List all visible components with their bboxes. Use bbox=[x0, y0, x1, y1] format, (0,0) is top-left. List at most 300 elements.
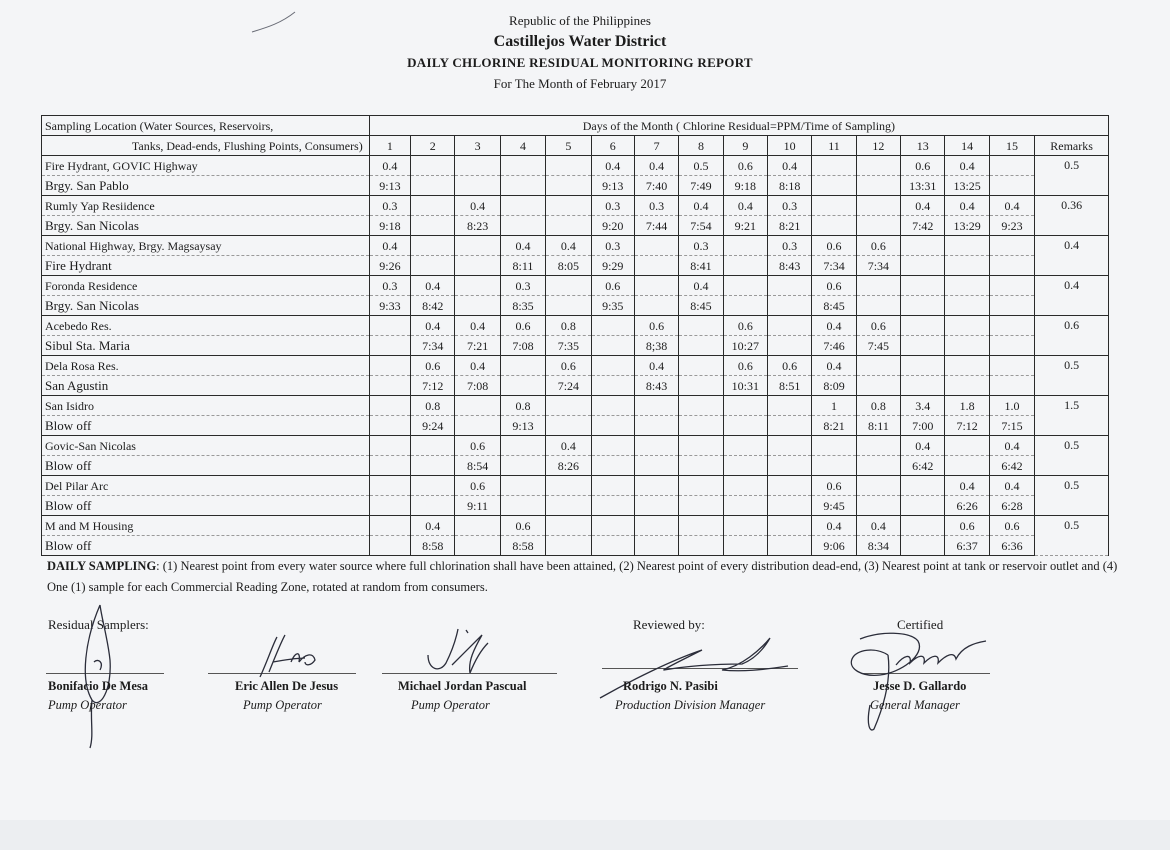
ppm-cell bbox=[411, 156, 455, 176]
ppm-cell bbox=[679, 436, 723, 456]
ppm-cell: 0.4 bbox=[812, 316, 856, 336]
time-cell bbox=[768, 496, 812, 516]
reviewer-name: Rodrigo N. Pasibi bbox=[623, 679, 718, 693]
certified-label: Certified bbox=[897, 617, 944, 632]
ppm-cell: 0.4 bbox=[634, 356, 678, 376]
time-cell bbox=[901, 256, 945, 276]
time-cell: 8:51 bbox=[768, 376, 812, 396]
ppm-cell bbox=[591, 356, 634, 376]
time-cell: 8:54 bbox=[455, 456, 500, 476]
ppm-cell: 0.6 bbox=[455, 436, 500, 456]
time-cell bbox=[591, 496, 634, 516]
time-cell bbox=[812, 176, 856, 196]
time-cell bbox=[411, 176, 455, 196]
location-detail: Blow off bbox=[42, 496, 370, 516]
time-cell bbox=[679, 336, 723, 356]
ppm-cell bbox=[634, 476, 678, 496]
time-cell: 10:27 bbox=[723, 336, 767, 356]
ppm-cell bbox=[546, 276, 591, 296]
ppm-cell bbox=[768, 276, 812, 296]
time-cell: 8:45 bbox=[812, 296, 856, 316]
ppm-cell: 0.8 bbox=[856, 396, 900, 416]
time-cell bbox=[723, 416, 767, 436]
ppm-cell bbox=[856, 356, 900, 376]
time-cell: 13:29 bbox=[945, 216, 989, 236]
ppm-cell: 0.4 bbox=[369, 156, 410, 176]
time-cell: 8:18 bbox=[768, 176, 812, 196]
ppm-cell: 0.3 bbox=[768, 236, 812, 256]
remarks-cell: 0.4 bbox=[1035, 236, 1109, 276]
time-cell: 7:45 bbox=[856, 336, 900, 356]
ppm-cell: 0.6 bbox=[411, 356, 455, 376]
ppm-cell: 0.4 bbox=[369, 236, 410, 256]
ppm-cell: 0.4 bbox=[945, 476, 989, 496]
ppm-cell bbox=[812, 196, 856, 216]
ppm-cell bbox=[856, 476, 900, 496]
ppm-cell bbox=[812, 156, 856, 176]
ppm-cell: 0.4 bbox=[455, 196, 500, 216]
day-header: 8 bbox=[679, 136, 723, 156]
time-cell: 6:26 bbox=[945, 496, 989, 516]
time-cell bbox=[856, 376, 900, 396]
ppm-cell: 0.3 bbox=[500, 276, 545, 296]
time-cell bbox=[768, 336, 812, 356]
time-cell bbox=[856, 496, 900, 516]
ppm-cell: 1 bbox=[812, 396, 856, 416]
header-period: For The Month of February 2017 bbox=[493, 76, 667, 91]
time-cell: 9:18 bbox=[369, 216, 410, 236]
header-agency: Castillejos Water District bbox=[493, 33, 667, 50]
time-cell bbox=[901, 376, 945, 396]
time-cell: 7:24 bbox=[546, 376, 591, 396]
ppm-cell bbox=[546, 476, 591, 496]
ppm-cell bbox=[369, 356, 410, 376]
time-cell bbox=[768, 456, 812, 476]
ppm-cell: 0.3 bbox=[679, 236, 723, 256]
time-cell: 8:11 bbox=[500, 256, 545, 276]
ppm-cell bbox=[634, 396, 678, 416]
time-cell: 6:36 bbox=[989, 536, 1034, 556]
time-cell: 7:34 bbox=[856, 256, 900, 276]
ppm-cell bbox=[679, 476, 723, 496]
time-cell: 8:11 bbox=[856, 416, 900, 436]
ppm-cell bbox=[411, 436, 455, 456]
ppm-cell bbox=[812, 436, 856, 456]
time-cell: 8:35 bbox=[500, 296, 545, 316]
ppm-cell: 1.0 bbox=[989, 396, 1034, 416]
ppm-cell: 0.6 bbox=[634, 316, 678, 336]
ppm-cell bbox=[546, 196, 591, 216]
sampler-1-name: Bonifacio De Mesa bbox=[48, 679, 148, 693]
time-cell: 8:41 bbox=[679, 256, 723, 276]
ppm-cell bbox=[901, 516, 945, 536]
time-cell bbox=[768, 296, 812, 316]
ppm-cell: 0.6 bbox=[812, 276, 856, 296]
ppm-cell: 0.3 bbox=[369, 276, 410, 296]
ppm-cell bbox=[679, 316, 723, 336]
ppm-cell: 0.4 bbox=[768, 156, 812, 176]
ppm-cell: 0.4 bbox=[989, 436, 1034, 456]
reviewer-role: Production Division Manager bbox=[615, 698, 766, 712]
ppm-cell bbox=[500, 356, 545, 376]
time-cell bbox=[901, 496, 945, 516]
location-name: M and M Housing bbox=[42, 516, 370, 536]
certifier-name: Jesse D. Gallardo bbox=[873, 679, 967, 693]
ppm-cell: 0.4 bbox=[723, 196, 767, 216]
ppm-cell: 0.4 bbox=[812, 516, 856, 536]
ppm-cell bbox=[768, 476, 812, 496]
remarks-cell: 0.5 bbox=[1035, 356, 1109, 396]
time-cell bbox=[723, 496, 767, 516]
ppm-cell: 0.4 bbox=[989, 476, 1034, 496]
scan-margin bbox=[0, 820, 1170, 850]
time-cell bbox=[411, 456, 455, 476]
time-cell: 8:43 bbox=[768, 256, 812, 276]
ppm-cell: 0.6 bbox=[989, 516, 1034, 536]
location-name: National Highway, Brgy. Magsaysay bbox=[42, 236, 370, 256]
ppm-cell: 0.4 bbox=[901, 196, 945, 216]
time-cell bbox=[500, 376, 545, 396]
time-cell: 9:13 bbox=[369, 176, 410, 196]
ppm-cell: 0.6 bbox=[723, 316, 767, 336]
ppm-cell bbox=[901, 236, 945, 256]
time-cell: 7:54 bbox=[679, 216, 723, 236]
time-cell: 8:34 bbox=[856, 536, 900, 556]
ppm-cell: 0.6 bbox=[546, 356, 591, 376]
time-cell: 7:21 bbox=[455, 336, 500, 356]
time-cell bbox=[856, 456, 900, 476]
ppm-cell: 0.6 bbox=[591, 276, 634, 296]
time-cell bbox=[679, 496, 723, 516]
time-cell bbox=[945, 296, 989, 316]
ppm-cell: 0.4 bbox=[411, 516, 455, 536]
time-cell bbox=[591, 376, 634, 396]
time-cell bbox=[723, 256, 767, 276]
ppm-cell: 0.4 bbox=[945, 156, 989, 176]
time-cell: 7:49 bbox=[679, 176, 723, 196]
ppm-cell bbox=[634, 276, 678, 296]
remarks-cell: 0.5 bbox=[1035, 516, 1109, 556]
ppm-cell bbox=[500, 196, 545, 216]
time-cell: 8:58 bbox=[411, 536, 455, 556]
remarks-cell: 0.5 bbox=[1035, 476, 1109, 516]
time-cell bbox=[369, 456, 410, 476]
ppm-cell bbox=[901, 276, 945, 296]
ppm-cell: 0.6 bbox=[812, 236, 856, 256]
ppm-cell: 0.6 bbox=[768, 356, 812, 376]
time-cell bbox=[812, 456, 856, 476]
time-cell bbox=[369, 376, 410, 396]
sampler-2-role: Pump Operator bbox=[243, 698, 322, 712]
time-cell: 9:33 bbox=[369, 296, 410, 316]
ppm-cell bbox=[455, 396, 500, 416]
location-detail: Brgy. San Nicolas bbox=[42, 296, 370, 316]
ppm-cell: 0.6 bbox=[500, 516, 545, 536]
location-name: Dela Rosa Res. bbox=[42, 356, 370, 376]
time-cell bbox=[591, 336, 634, 356]
time-cell bbox=[546, 216, 591, 236]
time-cell: 7:46 bbox=[812, 336, 856, 356]
time-cell: 10:31 bbox=[723, 376, 767, 396]
time-cell bbox=[591, 536, 634, 556]
ppm-cell: 0.3 bbox=[369, 196, 410, 216]
time-cell: 6:37 bbox=[945, 536, 989, 556]
time-cell: 8:21 bbox=[768, 216, 812, 236]
time-cell: 7:34 bbox=[812, 256, 856, 276]
time-cell bbox=[856, 296, 900, 316]
ppm-cell: 0.6 bbox=[856, 316, 900, 336]
days-header: Days of the Month ( Chlorine Residual=PPM/Time of Sampling) bbox=[369, 116, 1108, 136]
time-cell bbox=[634, 256, 678, 276]
ppm-cell bbox=[546, 156, 591, 176]
time-cell bbox=[945, 256, 989, 276]
day-header: 4 bbox=[500, 136, 545, 156]
ppm-cell: 0.4 bbox=[455, 356, 500, 376]
time-cell: 13:31 bbox=[901, 176, 945, 196]
ppm-cell bbox=[369, 476, 410, 496]
ppm-cell: 0.4 bbox=[546, 236, 591, 256]
ppm-cell bbox=[500, 436, 545, 456]
time-cell bbox=[634, 536, 678, 556]
note-text: : (1) Nearest point from every water source where full chlorination shall have been attained, (2) Nearest point of every distribution dead-end, (3) Nearest point at tank or reservoir outlet and (4) One (1) sample for each Commercial Reading Zone, rotated at random from consumers. bbox=[47, 559, 1118, 594]
location-detail: San Agustin bbox=[42, 376, 370, 396]
ppm-cell bbox=[411, 236, 455, 256]
time-cell bbox=[723, 536, 767, 556]
ppm-cell: 0.8 bbox=[546, 316, 591, 336]
header-republic: Republic of the Philippines bbox=[509, 13, 651, 28]
sampler-3-role: Pump Operator bbox=[411, 698, 490, 712]
time-cell bbox=[455, 176, 500, 196]
ppm-cell: 0.6 bbox=[500, 316, 545, 336]
sampler-1-role: Pump Operator bbox=[48, 698, 127, 712]
time-cell: 7:40 bbox=[634, 176, 678, 196]
day-header: 2 bbox=[411, 136, 455, 156]
time-cell: 9:18 bbox=[723, 176, 767, 196]
time-cell bbox=[768, 416, 812, 436]
remarks-cell: 1.5 bbox=[1035, 396, 1109, 436]
ppm-cell bbox=[945, 356, 989, 376]
ppm-cell: 0.4 bbox=[679, 196, 723, 216]
time-cell: 8;38 bbox=[634, 336, 678, 356]
time-cell bbox=[546, 176, 591, 196]
time-cell: 7:00 bbox=[901, 416, 945, 436]
time-cell: 9:45 bbox=[812, 496, 856, 516]
sampler-2-name: Eric Allen De Jesus bbox=[235, 679, 339, 693]
remarks-cell: 0.6 bbox=[1035, 316, 1109, 356]
ppm-cell bbox=[945, 316, 989, 336]
time-cell: 13:25 bbox=[945, 176, 989, 196]
time-cell bbox=[546, 416, 591, 436]
time-cell: 9:23 bbox=[989, 216, 1034, 236]
time-cell bbox=[989, 176, 1034, 196]
ppm-cell bbox=[989, 236, 1034, 256]
ppm-cell: 0.6 bbox=[856, 236, 900, 256]
ppm-cell bbox=[856, 156, 900, 176]
location-detail: Brgy. San Pablo bbox=[42, 176, 370, 196]
ppm-cell bbox=[634, 236, 678, 256]
ppm-cell bbox=[411, 196, 455, 216]
time-cell bbox=[500, 456, 545, 476]
ppm-cell bbox=[723, 276, 767, 296]
certifier-role: General Manager bbox=[870, 698, 960, 712]
ppm-cell: 0.5 bbox=[679, 156, 723, 176]
time-cell bbox=[369, 536, 410, 556]
time-cell bbox=[411, 216, 455, 236]
location-detail: Blow off bbox=[42, 456, 370, 476]
time-cell: 7:08 bbox=[455, 376, 500, 396]
day-header: 3 bbox=[455, 136, 500, 156]
ppm-cell bbox=[591, 516, 634, 536]
time-cell bbox=[945, 336, 989, 356]
time-cell bbox=[679, 456, 723, 476]
ppm-cell bbox=[369, 516, 410, 536]
time-cell bbox=[945, 456, 989, 476]
ppm-cell bbox=[634, 516, 678, 536]
ppm-cell bbox=[768, 316, 812, 336]
ppm-cell: 0.4 bbox=[901, 436, 945, 456]
day-header: 10 bbox=[768, 136, 812, 156]
signature-de-mesa bbox=[70, 600, 130, 750]
ppm-cell bbox=[768, 436, 812, 456]
time-cell bbox=[369, 496, 410, 516]
signature-pascual bbox=[418, 625, 508, 685]
time-cell: 8:09 bbox=[812, 376, 856, 396]
ppm-cell bbox=[989, 356, 1034, 376]
time-cell bbox=[989, 256, 1034, 276]
time-cell bbox=[901, 536, 945, 556]
time-cell bbox=[634, 296, 678, 316]
day-header: 13 bbox=[901, 136, 945, 156]
time-cell bbox=[768, 536, 812, 556]
time-cell bbox=[634, 416, 678, 436]
ppm-cell bbox=[546, 516, 591, 536]
ppm-cell: 0.8 bbox=[500, 396, 545, 416]
header-report-title: DAILY CHLORINE RESIDUAL MONITORING REPORT bbox=[407, 55, 753, 70]
time-cell bbox=[546, 296, 591, 316]
time-cell bbox=[455, 256, 500, 276]
ppm-cell bbox=[369, 396, 410, 416]
time-cell bbox=[591, 456, 634, 476]
time-cell bbox=[989, 376, 1034, 396]
time-cell: 9:13 bbox=[591, 176, 634, 196]
ppm-cell bbox=[945, 236, 989, 256]
time-cell bbox=[455, 536, 500, 556]
time-cell bbox=[989, 296, 1034, 316]
time-cell bbox=[369, 336, 410, 356]
time-cell bbox=[856, 216, 900, 236]
location-name: Del Pilar Arc bbox=[42, 476, 370, 496]
time-cell: 9:24 bbox=[411, 416, 455, 436]
ppm-cell: 1.8 bbox=[945, 396, 989, 416]
ppm-cell bbox=[723, 516, 767, 536]
time-cell: 7:15 bbox=[989, 416, 1034, 436]
time-cell: 8:21 bbox=[812, 416, 856, 436]
ppm-cell: 0.4 bbox=[856, 516, 900, 536]
ppm-cell bbox=[634, 436, 678, 456]
reviewed-by-label: Reviewed by: bbox=[633, 617, 705, 632]
time-cell bbox=[901, 296, 945, 316]
time-cell bbox=[411, 256, 455, 276]
ppm-cell: 0.6 bbox=[945, 516, 989, 536]
ppm-cell bbox=[723, 236, 767, 256]
day-header: 7 bbox=[634, 136, 678, 156]
location-detail: Fire Hydrant bbox=[42, 256, 370, 276]
time-cell: 9:29 bbox=[591, 256, 634, 276]
time-cell: 8:58 bbox=[500, 536, 545, 556]
location-name: San Isidro bbox=[42, 396, 370, 416]
time-cell: 6:42 bbox=[989, 456, 1034, 476]
location-detail: Sibul Sta. Maria bbox=[42, 336, 370, 356]
ppm-cell bbox=[856, 196, 900, 216]
ppm-cell bbox=[546, 396, 591, 416]
time-cell bbox=[546, 496, 591, 516]
ppm-cell bbox=[768, 396, 812, 416]
ppm-cell bbox=[455, 276, 500, 296]
time-cell bbox=[679, 416, 723, 436]
time-cell bbox=[591, 416, 634, 436]
time-cell bbox=[500, 496, 545, 516]
time-cell bbox=[546, 536, 591, 556]
ppm-cell bbox=[369, 316, 410, 336]
day-header: 11 bbox=[812, 136, 856, 156]
time-cell: 6:42 bbox=[901, 456, 945, 476]
ppm-cell bbox=[591, 436, 634, 456]
time-cell: 8:42 bbox=[411, 296, 455, 316]
location-header: Sampling Location (Water Sources, Reservoirs, bbox=[42, 116, 370, 136]
time-cell bbox=[723, 456, 767, 476]
time-cell: 8:05 bbox=[546, 256, 591, 276]
ppm-cell bbox=[901, 476, 945, 496]
time-cell bbox=[455, 416, 500, 436]
ppm-cell bbox=[723, 476, 767, 496]
time-cell bbox=[945, 376, 989, 396]
ppm-cell bbox=[723, 396, 767, 416]
ppm-cell: 0.6 bbox=[455, 476, 500, 496]
time-cell: 8:45 bbox=[679, 296, 723, 316]
time-cell bbox=[455, 296, 500, 316]
time-cell: 9:13 bbox=[500, 416, 545, 436]
ppm-cell: 0.6 bbox=[723, 356, 767, 376]
ppm-cell bbox=[591, 316, 634, 336]
ppm-cell: 0.4 bbox=[411, 316, 455, 336]
remarks-cell: 0.4 bbox=[1035, 276, 1109, 316]
time-cell bbox=[989, 336, 1034, 356]
ppm-cell bbox=[591, 396, 634, 416]
ppm-cell bbox=[455, 516, 500, 536]
location-detail: Blow off bbox=[42, 536, 370, 556]
time-cell: 9:26 bbox=[369, 256, 410, 276]
ppm-cell bbox=[856, 436, 900, 456]
time-cell: 9:06 bbox=[812, 536, 856, 556]
time-cell: 8:23 bbox=[455, 216, 500, 236]
ppm-cell bbox=[679, 396, 723, 416]
location-detail: Brgy. San Nicolas bbox=[42, 216, 370, 236]
time-cell: 7:34 bbox=[411, 336, 455, 356]
ppm-cell bbox=[945, 276, 989, 296]
time-cell bbox=[500, 176, 545, 196]
location-detail: Blow off bbox=[42, 416, 370, 436]
time-cell bbox=[723, 296, 767, 316]
remarks-cell: 0.36 bbox=[1035, 196, 1109, 236]
sampler-3-name: Michael Jordan Pascual bbox=[398, 679, 527, 693]
ppm-cell: 0.6 bbox=[901, 156, 945, 176]
time-cell: 7:44 bbox=[634, 216, 678, 236]
ppm-cell: 0.4 bbox=[945, 196, 989, 216]
location-name: Rumly Yap Resiidence bbox=[42, 196, 370, 216]
samplers-label: Residual Samplers: bbox=[48, 617, 149, 632]
ppm-cell bbox=[679, 516, 723, 536]
time-cell bbox=[901, 336, 945, 356]
